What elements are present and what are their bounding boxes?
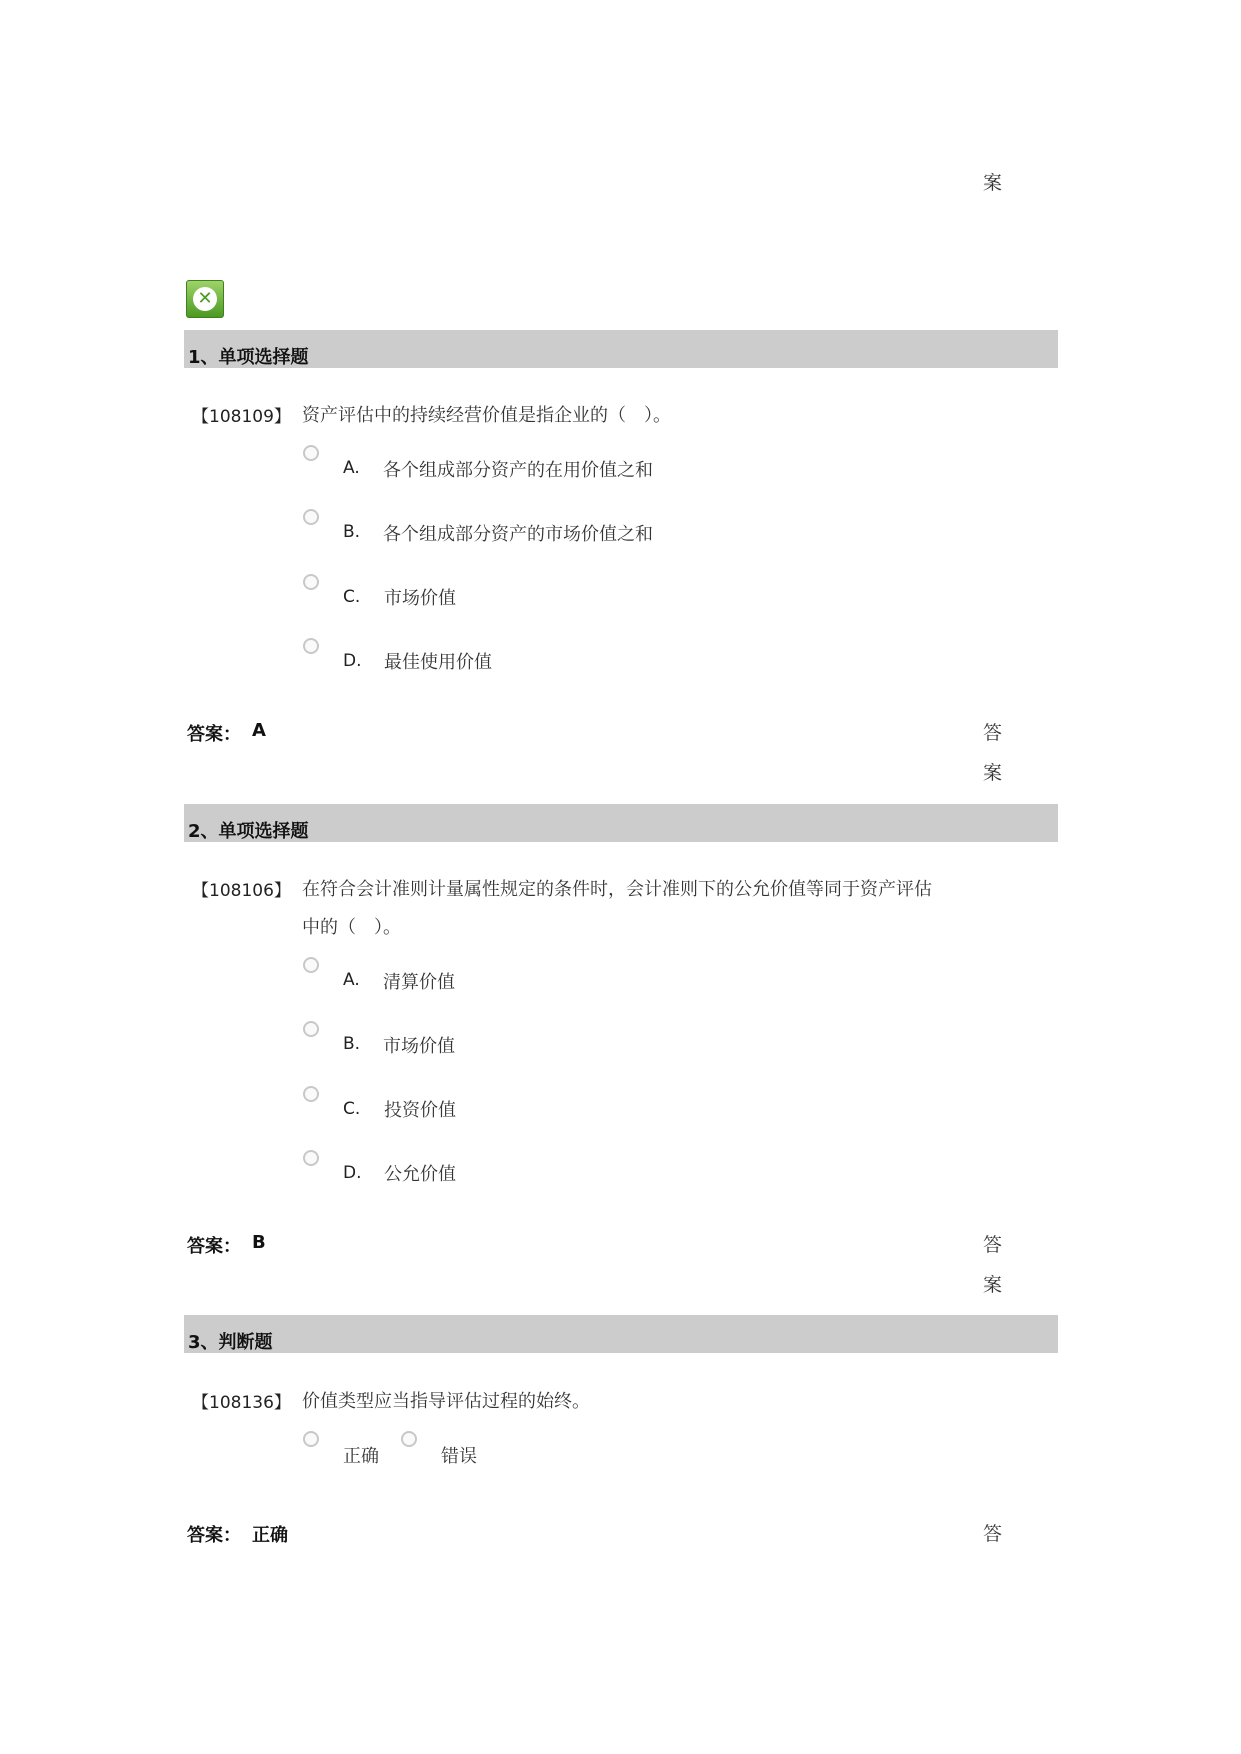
option-text: 市场价值	[384, 588, 456, 609]
answer-value: A	[252, 720, 266, 741]
option-text: 错误	[441, 1446, 477, 1467]
option-text: 各个组成部分资产的市场价值之和	[383, 524, 653, 545]
option-radio-false[interactable]	[401, 1431, 417, 1447]
section-header-3	[184, 1315, 1058, 1353]
option-letter: C.	[343, 1099, 361, 1119]
option-text: 市场价值	[383, 1036, 455, 1057]
question-id: 【108109】	[192, 407, 291, 427]
option-text: 正确	[343, 1446, 379, 1467]
question-text-line2: 中的（ ）。	[302, 917, 401, 938]
option-letter: B.	[343, 522, 361, 542]
section-header-1	[184, 330, 1058, 368]
close-icon[interactable]: ✕	[186, 280, 224, 318]
option-text: 清算价值	[383, 972, 455, 993]
section-title: 2、单项选择题	[188, 821, 309, 842]
option-radio-true[interactable]	[303, 1431, 319, 1447]
question-text: 价值类型应当指导评估过程的始终。	[302, 1391, 590, 1412]
option-radio-a[interactable]	[303, 445, 319, 461]
option-text: 各个组成部分资产的在用价值之和	[383, 460, 653, 481]
option-radio-d[interactable]	[303, 1150, 319, 1166]
side-char-answer: 答	[983, 1234, 1003, 1256]
option-text: 投资价值	[384, 1100, 456, 1121]
section-header-2	[184, 804, 1058, 842]
option-radio-d[interactable]	[303, 638, 319, 654]
option-letter: C.	[343, 587, 361, 607]
option-radio-b[interactable]	[303, 1021, 319, 1037]
question-id: 【108136】	[192, 1393, 291, 1413]
option-radio-b[interactable]	[303, 509, 319, 525]
question-id: 【108106】	[192, 881, 291, 901]
option-letter: A.	[343, 970, 360, 990]
answer-label: 答案：	[187, 1236, 241, 1257]
side-char-case: 案	[983, 762, 1003, 784]
option-text: 公允价值	[384, 1164, 456, 1185]
option-radio-c[interactable]	[303, 1086, 319, 1102]
question-text: 资产评估中的持续经营价值是指企业的（ ）。	[302, 405, 671, 426]
section-title: 1、单项选择题	[188, 347, 309, 368]
option-radio-a[interactable]	[303, 957, 319, 973]
side-char-answer: 答	[983, 722, 1003, 744]
answer-value: B	[252, 1232, 266, 1253]
option-letter: A.	[343, 458, 360, 478]
option-letter: B.	[343, 1034, 361, 1054]
answer-label: 答案：	[187, 1525, 241, 1546]
side-char-case-top: 案	[983, 172, 1003, 194]
option-letter: D.	[343, 651, 362, 671]
section-title: 3、判断题	[188, 1332, 273, 1353]
side-char-case: 案	[983, 1274, 1003, 1296]
answer-label: 答案：	[187, 724, 241, 745]
question-text: 在符合会计准则计量属性规定的条件时，会计准则下的公允价值等同于资产评估	[302, 879, 932, 900]
option-letter: D.	[343, 1163, 362, 1183]
side-char-answer: 答	[983, 1523, 1003, 1545]
option-radio-c[interactable]	[303, 574, 319, 590]
option-text: 最佳使用价值	[384, 652, 492, 673]
answer-value: 正确	[252, 1525, 288, 1546]
